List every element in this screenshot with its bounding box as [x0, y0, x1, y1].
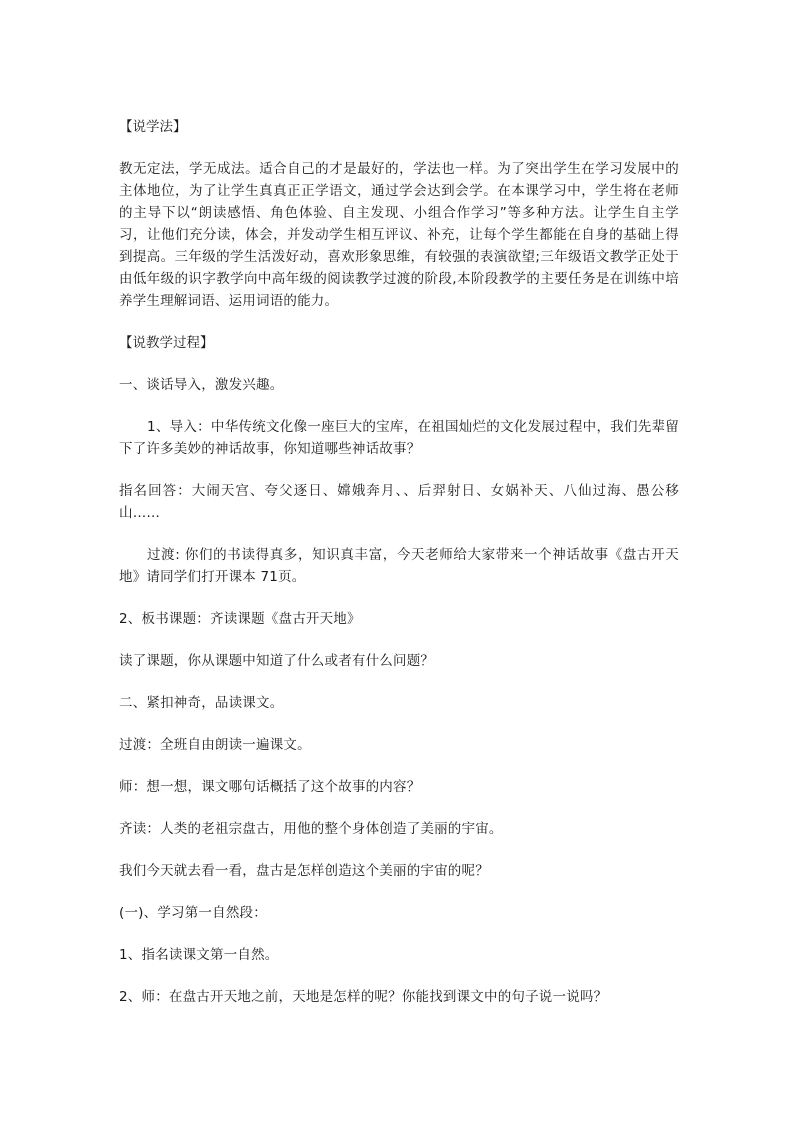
paragraph-choral-reading: 齐读：人类的老祖宗盘古，用他的整个身体创造了美丽的宇宙。 — [119, 821, 503, 837]
paragraph-introduction: 1、导入：中华传统文化像一座巨大的宝库，在祖国灿烂的文化发展过程中，我们先辈留下了许多美妙的神话故事，你知道哪些神话故事？ — [119, 419, 679, 457]
paragraph-free-reading: 过渡：全班自由朗读一遍课文。 — [119, 737, 311, 753]
section-heading-teaching-process: 【说教学过程】 — [119, 335, 214, 351]
section-heading-study-method: 【说学法】 — [119, 119, 187, 135]
paragraph-read-first: 1、指名读课文第一自然。 — [119, 947, 279, 963]
paragraph-study-method: 教无定法，学无成法。适合自己的才是最好的，学法也一样。为了突出学生在学习发展中的主体地位，为了让学生真真正正学语文，通过学会达到会学。在本课学习中，学生将在老师的主导下以“朗读感悟、角色体验、自主发现、小组合作学习”等多种方法。让学生自主学习，让他们充分读，体会，并发动学生相互评议、补充，让每个学生都能在自身的基础上得到提高。三年级的学生活泼好动，喜欢形象思维，有较强的表演欲望;三年级语文教学正处于由低年级的识字教学向中高年级的阅读教学过渡的阶段,本阶段教学的主要任务是在训练中培养学生理解词语、运用词语的能力。 — [119, 161, 679, 309]
paragraph-blackboard-title: 2、板书课题：齐读课题《盘古开天地》 — [119, 611, 361, 627]
paragraph-part-one-title: 一、谈话导入，激发兴趣。 — [119, 377, 284, 393]
paragraph-part-two-title: 二、紧扣神奇，品读课文。 — [119, 695, 284, 711]
paragraph-teacher-before: 2、师：在盘古开天地之前，天地是怎样的呢？你能找到课文中的句子说一说吗？ — [119, 989, 608, 1005]
paragraph-lets-see: 我们今天就去看一看，盘古是怎样创造这个美丽的宇宙的呢？ — [119, 863, 489, 879]
paragraph-teacher-question: 师：想一想，课文哪句话概括了这个故事的内容？ — [119, 779, 421, 795]
paragraph-title-question: 读了课题，你从课题中知道了什么或者有什么问题？ — [119, 653, 435, 669]
paragraph-transition: 过渡: 你们的书读得真多，知识真丰富，今天老师给大家带来一个神话故事《盘古开天地》请同学们打开课本 71页。 — [119, 547, 679, 585]
document-body — [119, 116, 679, 1028]
paragraph-first-paragraph-study: (一)、学习第一自然段： — [119, 905, 267, 921]
paragraph-student-answers: 指名回答：大闹天宫、夸父逐日、嫦娥奔月、、后羿射日、女娲补天、八仙过海、愚公移山…… — [119, 483, 679, 521]
